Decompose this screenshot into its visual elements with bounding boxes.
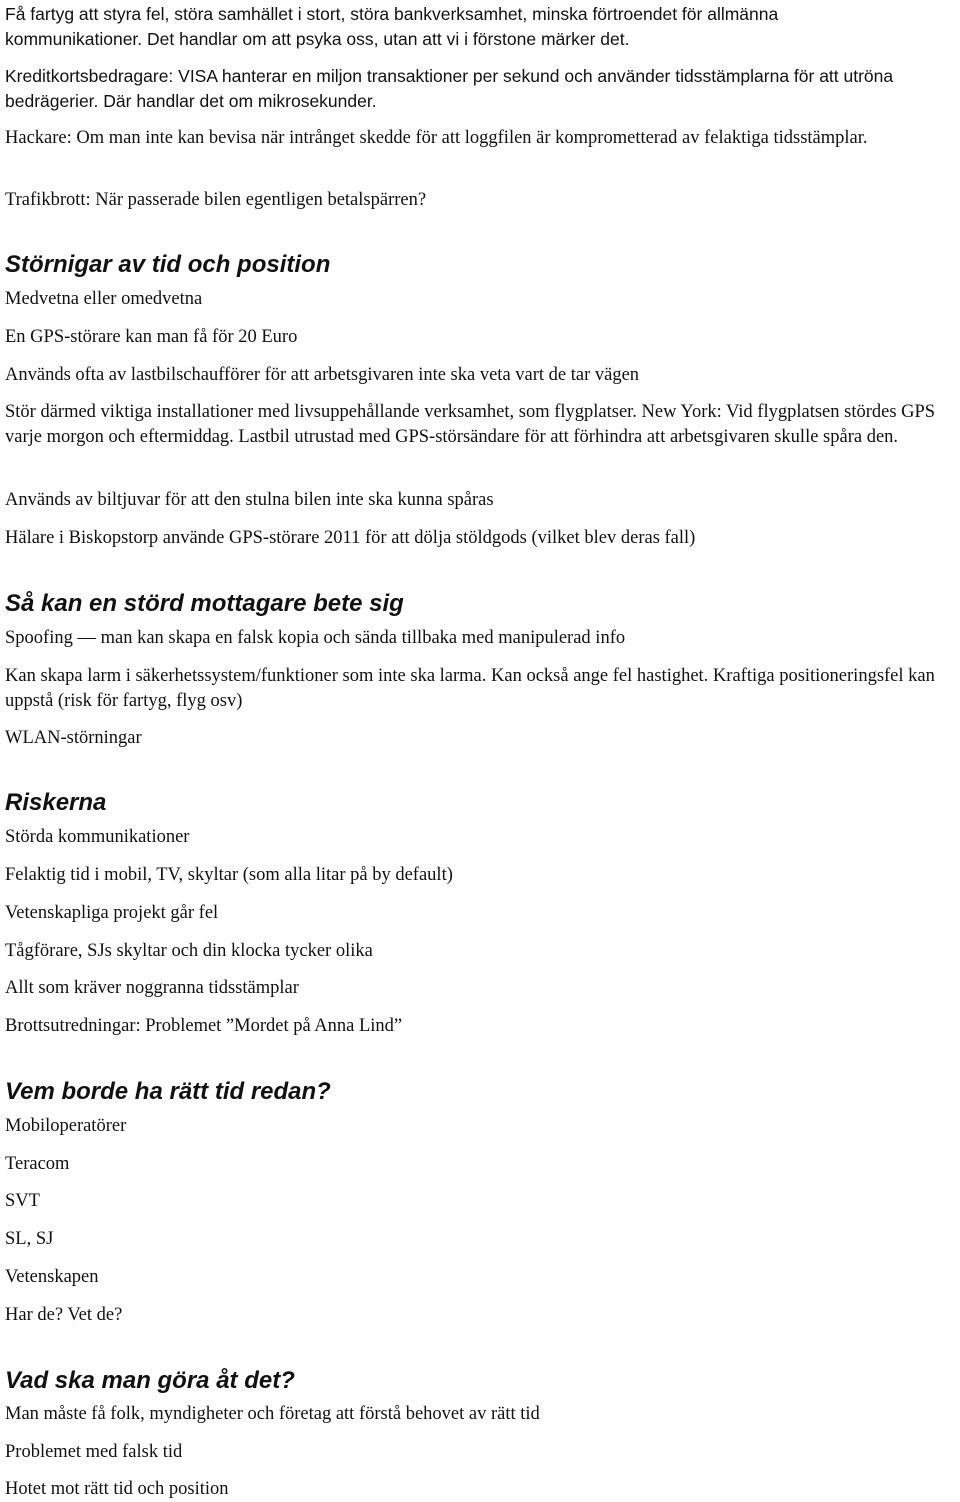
section-heading-disturbed-receiver: Så kan en störd mottagare bete sig	[5, 590, 404, 617]
section-2-paragraph: WLAN-störningar	[5, 728, 142, 748]
section-3-paragraph: Brottsutredningar: Problemet ”Mordet på Anna Lind”	[5, 1016, 403, 1036]
section-4-paragraph: Har de? Vet de?	[5, 1305, 123, 1325]
section-3-paragraph: Felaktig tid i mobil, TV, skyltar (som alla litar på by default)	[5, 865, 453, 885]
section-2-paragraph: Spoofing — man kan skapa en falsk kopia och sända tillbaka med manipulerad info	[5, 628, 626, 648]
section-1-paragraph: Används ofta av lastbilschaufförer för att arbetsgivaren inte ska veta vart de tar vägen	[5, 365, 640, 385]
section-5-paragraph: Problemet med falsk tid	[5, 1442, 183, 1462]
section-1-paragraph: Används av biltjuvar för att den stulna bilen inte ska kunna spåras	[5, 490, 494, 510]
section-4-paragraph: Mobiloperatörer	[5, 1116, 127, 1136]
section-3-paragraph: Allt som kräver noggranna tidsstämplar	[5, 978, 299, 998]
intro-paragraph-4: Trafikbrott: När passerade bilen egentligen betalspärren?	[5, 190, 427, 210]
intro-paragraph-2: Kreditkortsbedragare: VISA hanterar en miljon transaktioner per sekund och använder tidsstämplarna för att utröna bedrägerier. Där handlar det om mikrosekunder.	[5, 66, 894, 111]
section-4-paragraph: SL, SJ	[5, 1229, 54, 1249]
section-1-paragraph: Medvetna eller omedvetna	[5, 289, 203, 309]
section-3-paragraph: Vetenskapliga projekt går fel	[5, 903, 219, 923]
section-5-paragraph: Man måste få folk, myndigheter och företag att förstå behovet av rätt tid	[5, 1404, 540, 1424]
section-4-paragraph: Vetenskapen	[5, 1267, 99, 1287]
intro-paragraph-3: Hackare: Om man inte kan bevisa när intrånget skedde för att loggfilen är komprometterad av felaktiga tidsstämplar.	[5, 128, 868, 148]
section-3-paragraph: Störda kommunikationer	[5, 827, 190, 847]
section-heading-who-should-have-time: Vem borde ha rätt tid redan?	[5, 1078, 331, 1105]
section-heading-what-to-do: Vad ska man göra åt det?	[5, 1367, 295, 1394]
section-heading-risks: Riskerna	[5, 789, 107, 816]
section-3-paragraph: Tågförare, SJs skyltar och din klocka tycker olika	[5, 941, 373, 961]
section-4-paragraph: SVT	[5, 1191, 40, 1211]
section-4-paragraph: Teracom	[5, 1154, 70, 1174]
section-1-paragraph: En GPS-störare kan man få för 20 Euro	[5, 327, 298, 347]
section-1-paragraph: Hälare i Biskopstorp använde GPS-störare 2011 för att dölja stöldgods (vilket blev deras fall)	[5, 528, 696, 548]
intro-paragraph-1: Få fartyg att styra fel, störa samhället i stort, störa bankverksamhet, minska förtroendet för allmänna kommunikationer. Det handlar om att psyka oss, utan att vi i förstone märker det.	[5, 4, 779, 49]
section-2-paragraph: Kan skapa larm i säkerhetssystem/funktioner som inte ska larma. Kan också ange fel hastighet. Kraftiga positioneringsfel kan uppstå (risk för fartyg, flyg osv)	[5, 666, 935, 711]
section-1-paragraph: Stör därmed viktiga installationer med livsuppehållande verksamhet, som flygplatser. New York: Vid flygplatsen stördes GPS varje morgon och eftermiddag. Lastbil utrustad med GPS-störsändare för att förhindra att arbetsgivaren skulle spåra den.	[5, 402, 936, 447]
section-5-paragraph: Hotet mot rätt tid och position	[5, 1479, 229, 1499]
section-heading-disturbances: Störnigar av tid och position	[5, 251, 331, 278]
